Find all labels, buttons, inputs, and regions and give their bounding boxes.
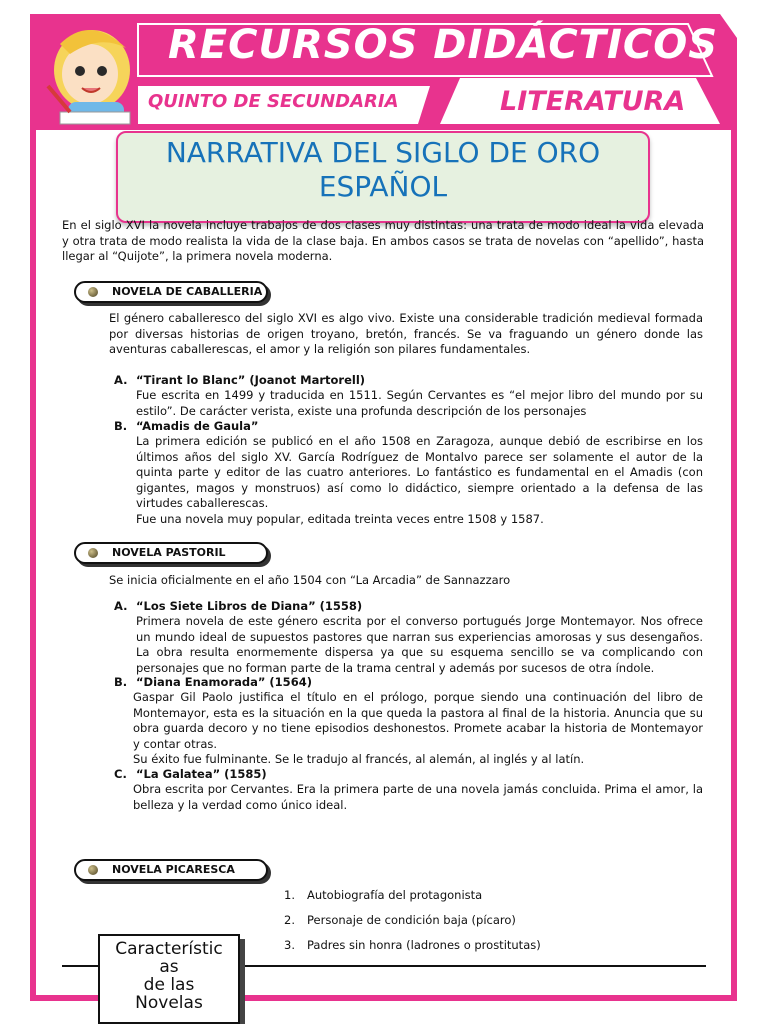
header-title: RECURSOS DIDÁCTICOS	[168, 22, 719, 68]
list-item: Personaje de condición baja (pícaro)	[307, 913, 516, 927]
section-heading-pastoril	[74, 542, 268, 564]
header-subject: LITERATURA	[500, 86, 686, 117]
item-text: Obra escrita por Cervantes. Era la primera parte de una novela jamás concluida. Prima el amor, la belleza y la verdad como único ideal.	[133, 782, 703, 812]
list-item: Autobiografía del protagonista	[307, 888, 483, 902]
box-line: Característic	[115, 939, 223, 959]
section-intro: Se inicia oficialmente en el año 1504 con “La Arcadia” de Sannazzaro	[109, 573, 511, 587]
section-label: NOVELA PICARESCA	[112, 863, 235, 876]
item-title: “La Galatea” (1585)	[136, 767, 267, 781]
item-text: Fue escrita en 1499 y traducida en 1511. Según Cervantes es “el mejor libro del mundo por su estilo”. De carácter verista, existe una profunda descripción de los personajes	[136, 388, 703, 418]
page-title	[116, 131, 650, 223]
bullet-icon	[88, 865, 98, 875]
section-heading-caballeria	[74, 281, 268, 303]
intro-paragraph: En el siglo XVI la novela incluye trabajos de dos clases muy distintas: una trata de modo ideal la vida elevada y otra trata de modo realista la vida de la clase baja. En ambos casos se trata de novelas con “apellido”, hasta llegar al “Quijote”, la primera novela moderna.	[62, 218, 704, 263]
page-title-line-2: ESPAÑOL	[318, 170, 448, 203]
item-letter: B.	[114, 675, 128, 689]
item-text: La primera edición se publicó en el año 1508 en Zaragoza, aunque debió de escribirse en los últimos años del siglo XV. García Rodríguez de Montalvo parece ser solamente el autor de la quinta parte y editor de las cuatro anteriores. Lo fantástico es fundamental en el Amadis (con gigantes, magos y monstruos) así como lo didáctico, siempre orientado a la defensa de las virtudes caballerescas.	[136, 434, 703, 510]
item-letter: A.	[114, 373, 128, 387]
item-title: “Amadis de Gaula”	[136, 419, 259, 433]
item-letter: A.	[114, 599, 128, 613]
section-heading-picaresca	[74, 859, 268, 881]
list-number: 1.	[284, 888, 295, 902]
item-title: “Los Siete Libros de Diana” (1558)	[136, 599, 363, 613]
list-number: 2.	[284, 913, 295, 927]
list-item: Padres sin honra (ladrones o prostitutas)	[307, 938, 541, 952]
item-letter: C.	[114, 767, 127, 781]
item-text-extra: Fue una novela muy popular, editada treinta veces entre 1508 y 1587.	[136, 512, 544, 526]
section-intro: El género caballeresco del siglo XVI es algo vivo. Existe una considerable tradición medieval formada por diversas historias de origen troyano, bretón, francés. Se va fraguando un género donde las aventuras caballerescas, el amor y la religión son pilares fundamentales.	[109, 311, 703, 356]
page-title-line-1: NARRATIVA DEL SIGLO DE ORO	[165, 136, 601, 169]
item-title: “Diana Enamorada” (1564)	[136, 675, 312, 689]
box-line: as	[159, 957, 179, 977]
page-frame-left	[30, 110, 36, 1000]
list-number: 3.	[284, 938, 295, 952]
box-line: de las	[143, 975, 195, 995]
item-letter: B.	[114, 419, 128, 433]
characteristics-box	[98, 934, 240, 1024]
item-text: Primera novela de este género escrita por el converso portugués Jorge Montemayor. Nos ofrece un mundo ideal de supuestos pastores que narran sus experiencias amorosas y sus desengaños. La obra resulta enormemente dispersa ya que su esquema sencillo se va complicando con personajes que no forman parte de la trama central y además por sucesos de otra índole.	[136, 614, 703, 675]
item-text-extra: Su éxito fue fulminante. Se le tradujo al francés, al alemán, al inglés y al latín.	[133, 752, 585, 766]
bullet-icon	[88, 548, 98, 558]
section-label: NOVELA PASTORIL	[112, 546, 226, 559]
item-text: Gaspar Gil Paolo justifica el título en el prólogo, porque siendo una continuación del libro de Montemayor, esta es la situación en la que queda la pastora al final de la historia. Anuncia que su obra guarda decoro y no tiene episodios deshonestos. Promete acabar la historia de Montemayor y contar otras.	[133, 690, 703, 751]
bullet-icon	[88, 287, 98, 297]
header-grade: QUINTO DE SECUNDARIA	[148, 91, 399, 112]
page-frame-right	[731, 110, 737, 1000]
section-label: NOVELA DE CABALLERIA	[112, 285, 263, 298]
box-line: Novelas	[135, 993, 203, 1013]
item-title: “Tirant lo Blanc” (Joanot Martorell)	[136, 373, 366, 387]
